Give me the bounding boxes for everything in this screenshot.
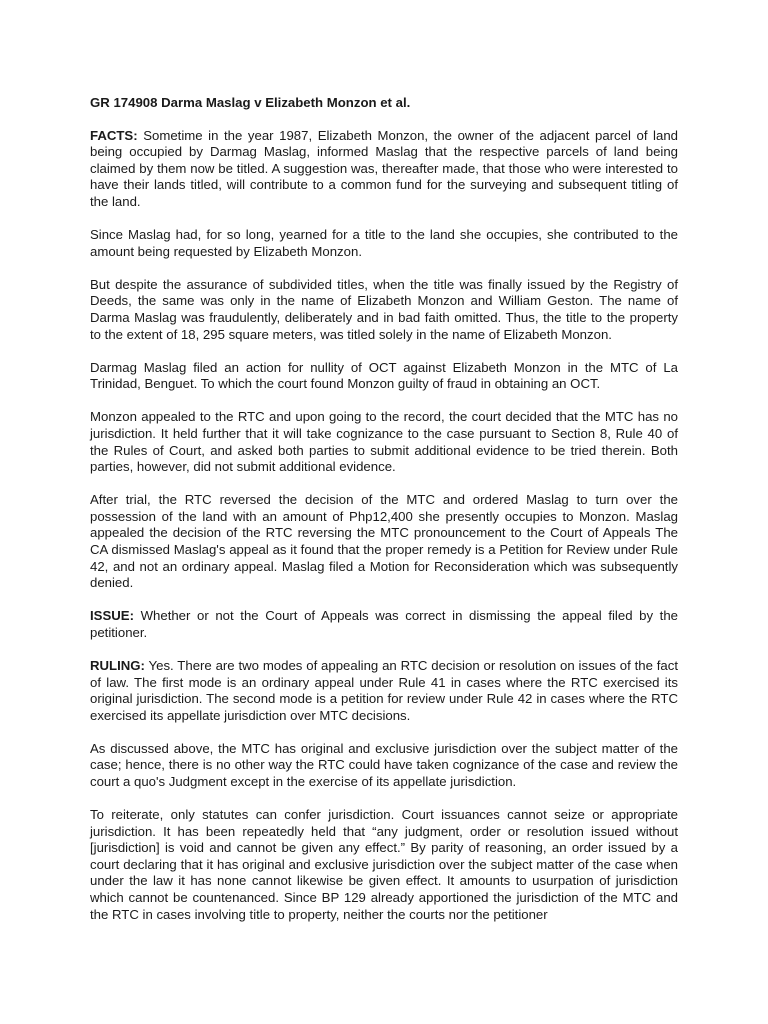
body-paragraph: Darmag Maslag filed an action for nullity of OCT against Elizabeth Monzon in the MTC of La Trinidad, Benguet. To which the court found Monzon guilty of fraud in obtaining an OCT. bbox=[90, 359, 678, 392]
document-title: GR 174908 Darma Maslag v Elizabeth Monzon et al. bbox=[90, 95, 411, 110]
body-paragraph: After trial, the RTC reversed the decision of the MTC and ordered Maslag to turn over the possession of the land with an amount of Php12,400 she presently occupies to Monzon. Maslag appealed the decision of the RTC reversing the MTC pronouncement to the Court of Appeals The CA dismissed Maslag's appeal as it found that the proper remedy is a Petition for Review under Rule 42, and not an ordinary appeal. Maslag filed a Motion for Reconsideration which was subsequently denied. bbox=[90, 492, 678, 591]
body-paragraph: But despite the assurance of subdivided titles, when the title was finally issued by the Registry of Deeds, the same was only in the name of Elizabeth Monzon and William Geston. The name of Darma Maslag was fraudulently, deliberately and in bad faith omitted. Thus, the title to the property to the extent of 18, 295 square meters, was titled solely in the name of Elizabeth Monzon. bbox=[90, 276, 678, 342]
facts-text: Sometime in the year 1987, Elizabeth Monzon, the owner of the adjacent parcel of land being occupied by Darmag Maslag, informed Maslag that the respective parcels of land being claimed by them now be titled. A suggestion was, thereafter made, that those who were interested to have their lands titled, will contribute to a common fund for the surveying and subsequent titling of the land. bbox=[90, 127, 678, 209]
body-paragraph: To reiterate, only statutes can confer jurisdiction. Court issuances cannot seize or appropriate jurisdiction. It has been repeatedly held that “any judgment, order or resolution issued without [jurisdiction] is void and cannot be given any effect.” By parity of reasoning, an order issued by a court declaring that it has original and exclusive jurisdiction over the subject matter of the case when under the law it has none cannot likewise be given effect. It amounts to usurpation of jurisdiction which cannot be countenanced. Since BP 129 already apportioned the jurisdiction of the MTC and the RTC in cases involving title to property, neither the courts nor the petitioner bbox=[90, 807, 678, 922]
issue-paragraph bbox=[90, 608, 678, 641]
body-paragraph: As discussed above, the MTC has original and exclusive jurisdiction over the subject matter of the case; hence, there is no other way the RTC could have taken cognizance of the case and review the court a quo's Judgment except in the exercise of its appellate jurisdiction. bbox=[90, 740, 678, 789]
ruling-label: RULING: bbox=[90, 657, 145, 673]
body-paragraph: Monzon appealed to the RTC and upon going to the record, the court decided that the MTC has no jurisdiction. It held further that it will take cognizance to the case pursuant to Section 8, Rule 40 of the Rules of Court, and asked both parties to submit additional evidence to be tried therein. Both parties, however, did not submit additional evidence. bbox=[90, 409, 678, 475]
issue-label: ISSUE: bbox=[90, 608, 134, 624]
facts-label: FACTS: bbox=[90, 127, 138, 143]
body-paragraph: Since Maslag had, for so long, yearned for a title to the land she occupies, she contributed to the amount being requested by Elizabeth Monzon. bbox=[90, 227, 678, 259]
facts-paragraph bbox=[90, 128, 678, 211]
ruling-paragraph bbox=[90, 658, 678, 724]
ruling-text: Yes. There are two modes of appealing an RTC decision or resolution on issues of the fact of law. The first mode is an ordinary appeal under Rule 41 in cases where the RTC exercised its original jurisdiction. The second mode is a petition for review under Rule 42 in cases where the RTC exercised its appellate jurisdiction over MTC decisions. bbox=[90, 657, 678, 723]
issue-text: Whether or not the Court of Appeals was correct in dismissing the appeal filed by the petitioner. bbox=[90, 608, 678, 640]
